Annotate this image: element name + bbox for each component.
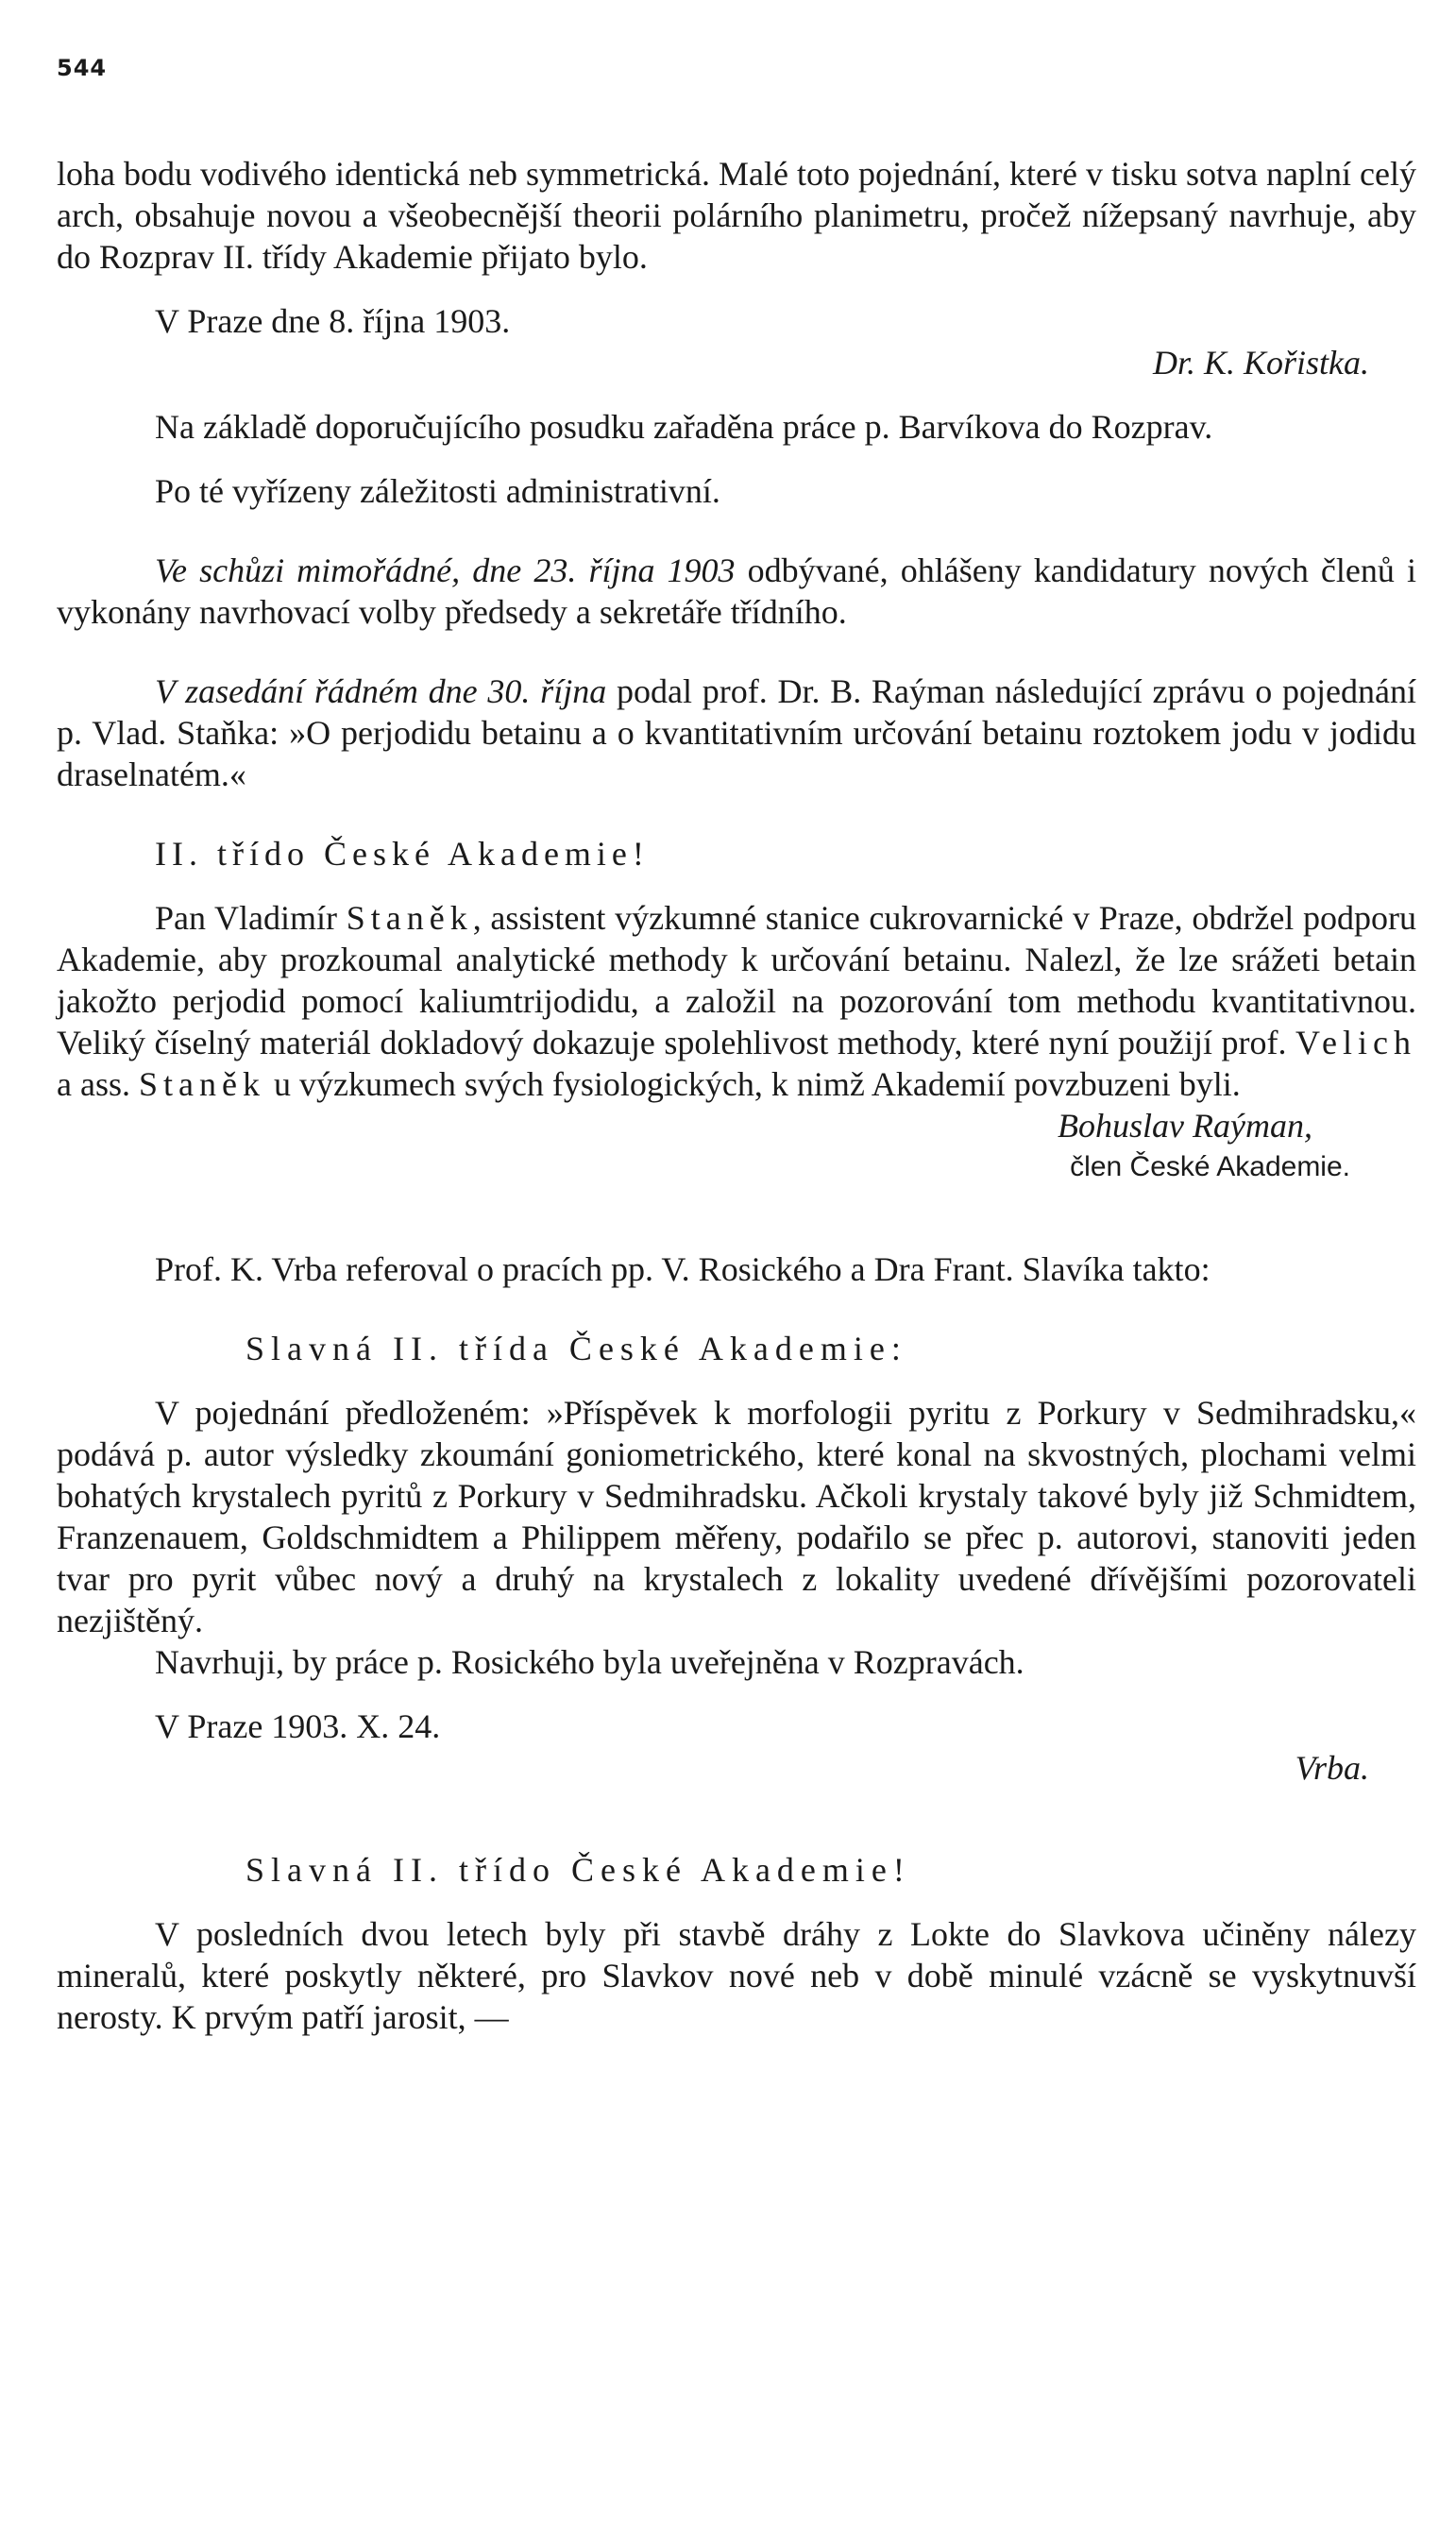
page-number: 544 bbox=[57, 55, 108, 81]
session-text: odbývané, ohlášeny kandidatury nových členů i vykonány navrhovací volby předsedy a sekretáře třídního. bbox=[57, 552, 1416, 631]
paragraph-vrba-intro: Prof. K. Vrba referoval o pracích pp. V. Rosického a Dra Frant. Slavíka takto: bbox=[155, 1250, 1211, 1288]
session-date-italic: Ve schůzi mimořádné, dne 23. října 1903 bbox=[155, 552, 736, 589]
heading-ii-trido: II. třído České Akademie! bbox=[155, 835, 650, 873]
regular-session-text: podal prof. Dr. B. Raýman následující zprávu o pojednání p. Vlad. Staňka: »O perjodidu betainu a o kvantitativním určování betainu roztokem jodu v jodidu draselnatém.« bbox=[57, 672, 1416, 793]
name-stanek-2: Staněk bbox=[138, 1065, 265, 1103]
date-line-2: V Praze 1903. X. 24. bbox=[155, 1707, 441, 1745]
signature-rayman-block bbox=[57, 1105, 1416, 1188]
paragraph-regular-session bbox=[57, 670, 1416, 795]
regular-session-italic: V zasedání řádném dne 30. října bbox=[155, 672, 607, 710]
paragraph-planimetr: loha bodu vodivého identická neb symmetrická. Malé toto pojednání, které v tisku sotva naplní celý arch, obsahuje novou a všeobecnější theorii polárního planimetru, pročež nížepsaný navrhuje, aby do Rozprav II. třídy Akademie přijato bylo. bbox=[57, 155, 1416, 276]
date-line-1: V Praze dne 8. října 1903. bbox=[155, 302, 511, 340]
paragraph-administrative: Po té vyřízeny záležitosti administrativní. bbox=[155, 472, 720, 510]
paragraph-stanek-report: Pan Vladimír Staněk, assistent výzkumné stanice cukrovarnické v Praze, obdržel podporu Akademie, aby prozkoumal analytické methody k určování betainu. Nalezl, že lze srážeti betain jakožto perjodid pomocí kaliumtrijodidu, a založil na pozorování tom methodu kvantitativnou. Veliký číselný materiál dokladový dokazuje spolehlivost methody, které nyní použijí prof. Velich a ass. Staněk u výzkumech svých fysiologických, k nimž Akademií povzbuzeni byli. bbox=[57, 899, 1416, 1103]
heading-slavna-trida: Slavná II. třída České Akademie: bbox=[245, 1330, 907, 1367]
paragraph-slavkov: V posledních dvou letech byly při stavbě dráhy z Lokte do Slavkova učiněny nálezy mineralů, které poskytly některé, pro Slavkov nové neb v době minulé vzácně se vyskytnuvší nerosty. K prvým patří jarosit, — bbox=[57, 1915, 1416, 2036]
signature-vrba: Vrba. bbox=[1295, 1749, 1369, 1787]
signature-rayman: Bohuslav Raýman, bbox=[1058, 1107, 1312, 1145]
paragraph-extraordinary-session bbox=[57, 550, 1416, 633]
name-velich: Velich bbox=[1295, 1024, 1416, 1061]
paragraph-pyrit: V pojednání předloženém: »Příspěvek k morfologii pyritu z Porkury v Sedmihradsku,« podává p. autor výsledky zkoumání goniometrického, které konal na skvostných, plochami velmi bohatých krystalech pyritů z Porkury v Sedmihradsku. Ačkoli krystaly takové byly již Schmidtem, Franzenauem, Goldschmidtem a Philippem měřeny, podařilo se přec p. autorovi, stanoviti jeden tvar pro pyrit vůbec nový a druhý na krystalech z lokality uvedené dřívějšími pozorovateli nezjištěný. bbox=[57, 1394, 1416, 1639]
name-stanek: Staněk bbox=[346, 899, 473, 937]
document-page bbox=[57, 0, 1416, 2529]
paragraph-proposal: Navrhuji, by práce p. Rosického byla uveřejněna v Rozpravách. bbox=[155, 1643, 1024, 1681]
document-body bbox=[57, 153, 1416, 2038]
signature-koristka: Dr. K. Kořistka. bbox=[1152, 344, 1369, 382]
paragraph-barvik: Na základě doporučujícího posudku zařaděna práce p. Barvíkova do Rozprav. bbox=[155, 408, 1213, 446]
signature-rayman-title: člen České Akademie. bbox=[1070, 1151, 1350, 1182]
heading-slavna-trido: Slavná II. třído České Akademie! bbox=[245, 1851, 911, 1889]
